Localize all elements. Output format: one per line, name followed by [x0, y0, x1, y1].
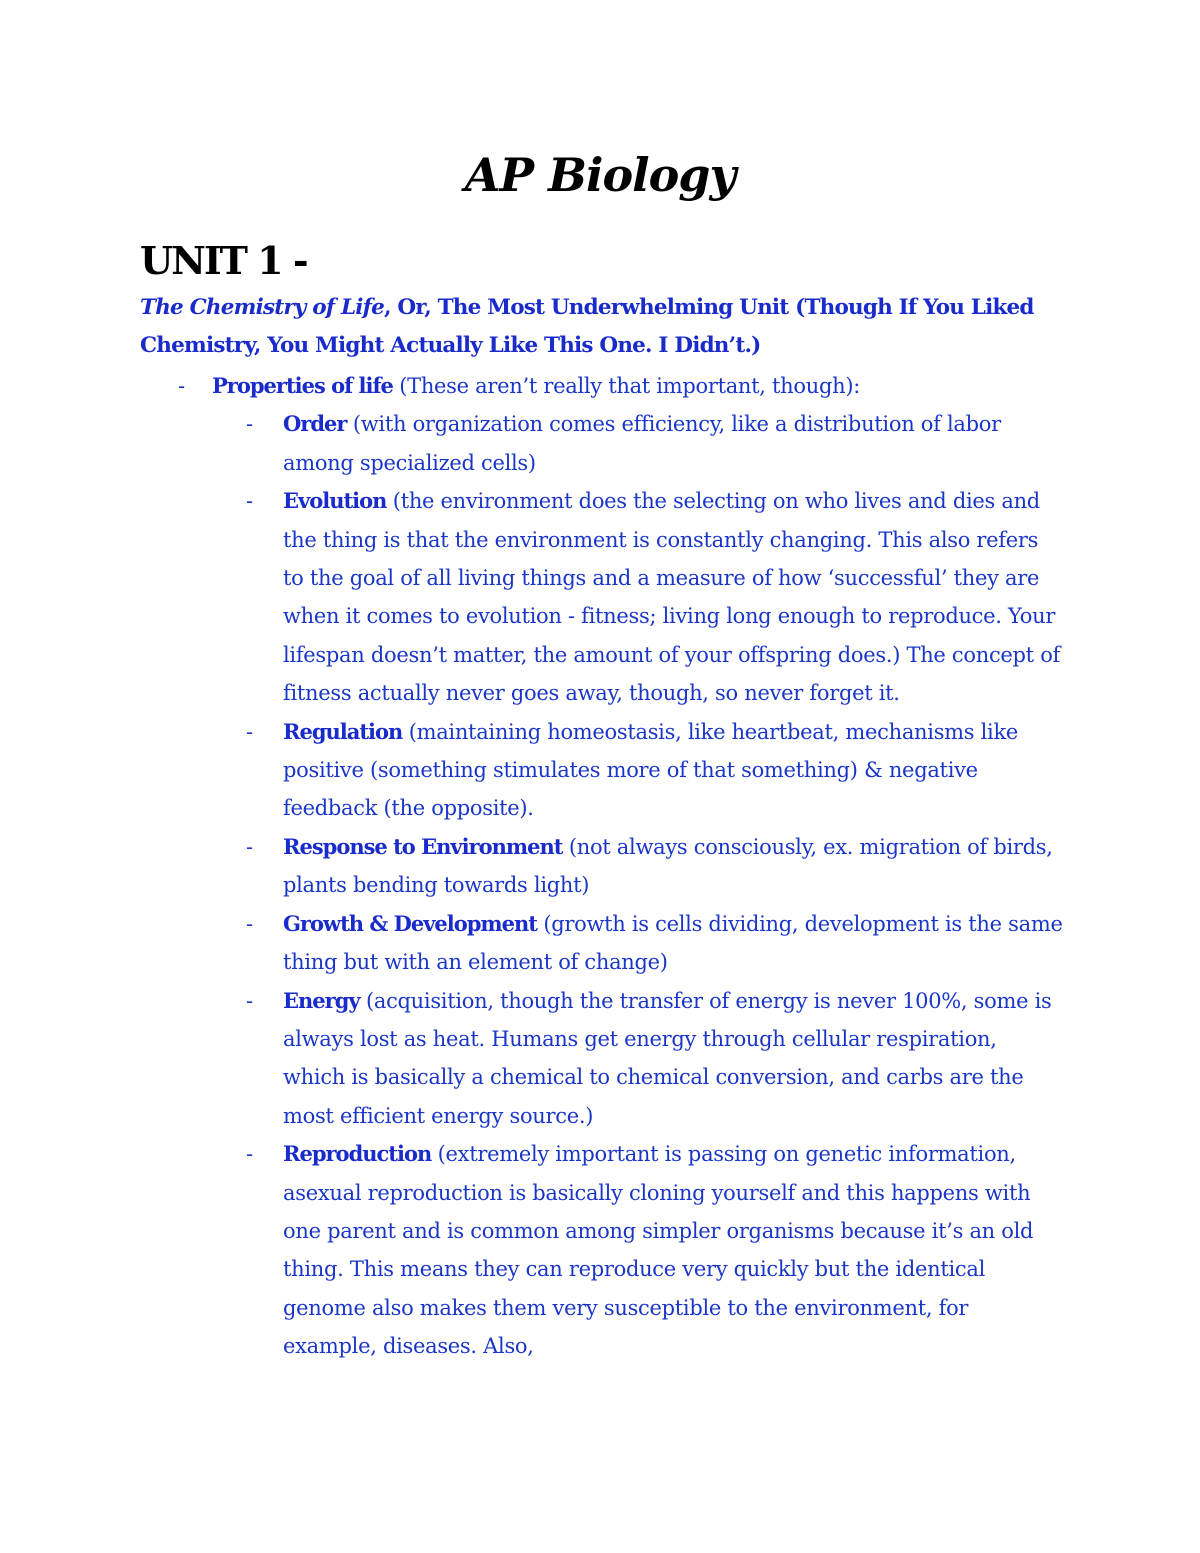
item-term: Order — [283, 411, 347, 437]
item-term: Reproduction — [283, 1141, 432, 1167]
outline-item-regulation — [0, 713, 1063, 828]
outline-item-properties — [0, 367, 1012, 405]
outline-item-response-to-environment — [0, 828, 1063, 905]
item-term: Regulation — [283, 718, 403, 744]
outline-item-evolution — [0, 482, 1063, 712]
unit-subtitle-rest: , Or, The Most Underwhelming Unit (Though If You Liked Chemistry, You Might Actually Like This One. I Didn’t.) — [140, 295, 1034, 358]
item-term: Properties of life — [212, 373, 393, 398]
item-term: Response to Environment — [283, 833, 563, 859]
item-term: Energy — [283, 987, 360, 1013]
item-term: Evolution — [283, 488, 387, 514]
outline-item-reproduction — [0, 1135, 1063, 1365]
bullet-dash: - — [246, 911, 254, 936]
outline-item-energy — [0, 982, 1063, 1136]
item-description: (maintaining homeostasis, like heartbeat, mechanisms like positive (something stimulates more of that something) & negative feedback (the opposite). — [283, 719, 1019, 821]
item-description: (acquisition, though the transfer of energy is never 100%, some is always lost as heat. Humans get energy through cellular respiration, which is basically a chemical to chemical conversion, and carbs are the most efficient energy source.) — [283, 988, 1052, 1128]
bullet-dash: - — [246, 988, 254, 1013]
outline-list — [0, 367, 1200, 1366]
item-description: (the environment does the selecting on who lives and dies and the thing is that the environment is constantly changing. This also refers to the goal of all living things and a measure of how ‘successful’ they are when it comes to evolution - fitness; living long enough to reproduce. Your lifespan doesn’t matter, the amount of your offspring does.) The concept of fitness actually never goes away, though, so never forget it. — [283, 489, 1061, 706]
unit-subtitle-italic: The Chemistry of Life — [140, 295, 384, 320]
bullet-dash: - — [246, 489, 254, 514]
item-description: (These aren’t really that important, though): — [392, 374, 861, 398]
item-description: (growth is cells dividing, development is the same thing but with an element of change) — [283, 911, 1063, 975]
unit-heading: UNIT 1 - — [140, 238, 307, 283]
bullet-dash: - — [246, 1142, 254, 1167]
bullet-dash: - — [246, 412, 254, 437]
item-description: (with organization comes efficiency, like a distribution of labor among specialized cells) — [283, 412, 1001, 475]
unit-subtitle — [140, 289, 1040, 365]
bullet-dash: - — [178, 374, 186, 398]
item-term: Growth & Development — [283, 910, 537, 936]
bullet-dash: - — [246, 834, 254, 859]
outline-item-order — [0, 405, 1063, 482]
outline-item-growth-development — [0, 905, 1063, 982]
item-description: (not always consciously, ex. migration of birds, plants bending towards light) — [283, 834, 1053, 898]
bullet-dash: - — [246, 719, 254, 744]
item-description: (extremely important is passing on genetic information, asexual reproduction is basically cloning yourself and this happens with one parent and is common among simpler organisms because it’s an old thing. This means they can reproduce very quickly but the identical genome also makes them very susceptible to the environment, for example, diseases. Also, — [283, 1142, 1034, 1359]
document-title: AP Biology — [464, 148, 736, 202]
